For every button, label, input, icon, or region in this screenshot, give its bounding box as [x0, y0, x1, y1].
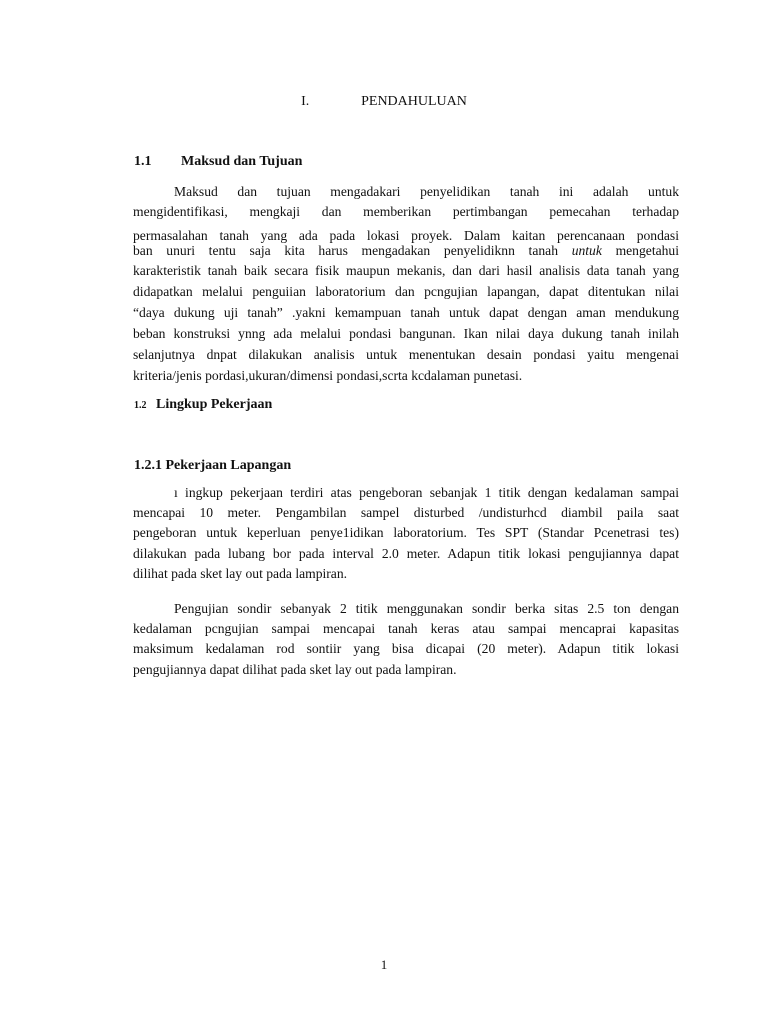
paragraph-line-mixed: [133, 243, 679, 258]
paragraph-maksud-tujuan-overlap: [133, 228, 679, 258]
paragraph-line: permasalahan tanah yang ada pada lokasi proyek. Dalam kaitan perencanaan pondasi: [133, 228, 679, 243]
chapter-title: [0, 93, 768, 111]
paragraph-line: mencapai 10 meter. Pengambilan sampel disturbed /undisturhcd diambil paila saat: [133, 505, 679, 521]
paragraph-line: dilihat pada sket lay out pada lampiran.: [133, 565, 348, 581]
chapter-number: I.: [301, 94, 310, 109]
section-title: Maksud dan Tujuan: [181, 154, 303, 169]
section-number: 1.2: [134, 400, 147, 411]
section-title: Lingkup Pekerjaan: [156, 397, 273, 412]
section-number: 1.1: [134, 154, 152, 169]
italic-word: untuk: [571, 243, 602, 258]
chapter-title-text: PENDAHULUAN: [361, 94, 467, 109]
section-title: Pekerjaan Lapangan: [165, 458, 292, 473]
paragraph-line: kriteria/jenis pordasi,ukuran/dimensi pondasi,scrta kcdalaman punetasi.: [133, 368, 523, 383]
paragraph-line: pengeboran untuk keperluan penye1idikan laboratorium. Tes SPT (Standar Pcenetrasi tes): [133, 525, 679, 541]
page-number: 1: [380, 957, 388, 972]
paragraph-maksud-tujuan-rest: [133, 260, 679, 386]
paragraph-line: pengujiannya dapat dilihat pada sket lay out pada lampiran.: [133, 661, 457, 677]
paragraph-line: karakteristik tanah baik secara fisik maupun mekanis, dan dari hasil analisis data tanah yang: [133, 263, 679, 278]
section-heading-1-2-1: [134, 457, 291, 475]
paragraph-pekerjaan-lapangan-1: [133, 483, 679, 584]
paragraph-line: ı ingkup pekerjaan terdiri atas pengeboran sebanjak 1 titik dengan kedalaman sampai: [174, 485, 679, 500]
paragraph-line: “daya dukung uji tanah” .yakni kemampuan tanah untuk dapat dengan aman mendukung: [133, 305, 679, 320]
section-number: 1.2.1: [134, 458, 162, 473]
paragraph-line: Maksud dan tujuan mengadakari penyelidikan tanah ini adalah untuk: [174, 184, 679, 199]
paragraph-line: Pengujian sondir sebanyak 2 titik menggunakan sondir berka sitas 2.5 ton dengan: [174, 601, 679, 616]
paragraph-pekerjaan-lapangan-2: [133, 599, 679, 680]
paragraph-line: selanjutnya dnpat dilakukan analisis untuk menentukan desain pondasi yaitu mengenai: [133, 347, 679, 362]
paragraph-line: kedalaman pcngujian sampai mencapai tanah keras atau sampai mencaprai kapasitas: [133, 621, 679, 637]
line-tail: mengetahui: [615, 243, 679, 258]
paragraph-line: didapatkan melalui penguiian laboratorium dan pcngujian lapangan, dapat ditentukan nilai: [133, 284, 679, 299]
paragraph-line: mengidentifikasi, mengkaji dan memberikan pertimbangan pemecahan terhadap: [133, 204, 679, 220]
paragraph-maksud-tujuan: [133, 182, 679, 222]
section-heading-1-2: [134, 396, 272, 415]
paragraph-line: maksimum kedalaman rod sontiir yang bisa dicapai (20 meter). Adapun titik lokasi: [133, 641, 679, 657]
paragraph-line: dilakukan pada lubang bor pada interval 2.0 meter. Adapun titik lokasi pengujiannya dapat: [133, 545, 679, 561]
line-text: ban unuri tentu saja kita harus mengadakan penyelidiknn tanah: [133, 243, 558, 258]
section-heading-1-1: [134, 153, 302, 171]
paragraph-line: beban konstruksi ynng ada melalui pondasi bangunan. Ikan nilai daya dukung tanah inilah: [133, 326, 679, 341]
